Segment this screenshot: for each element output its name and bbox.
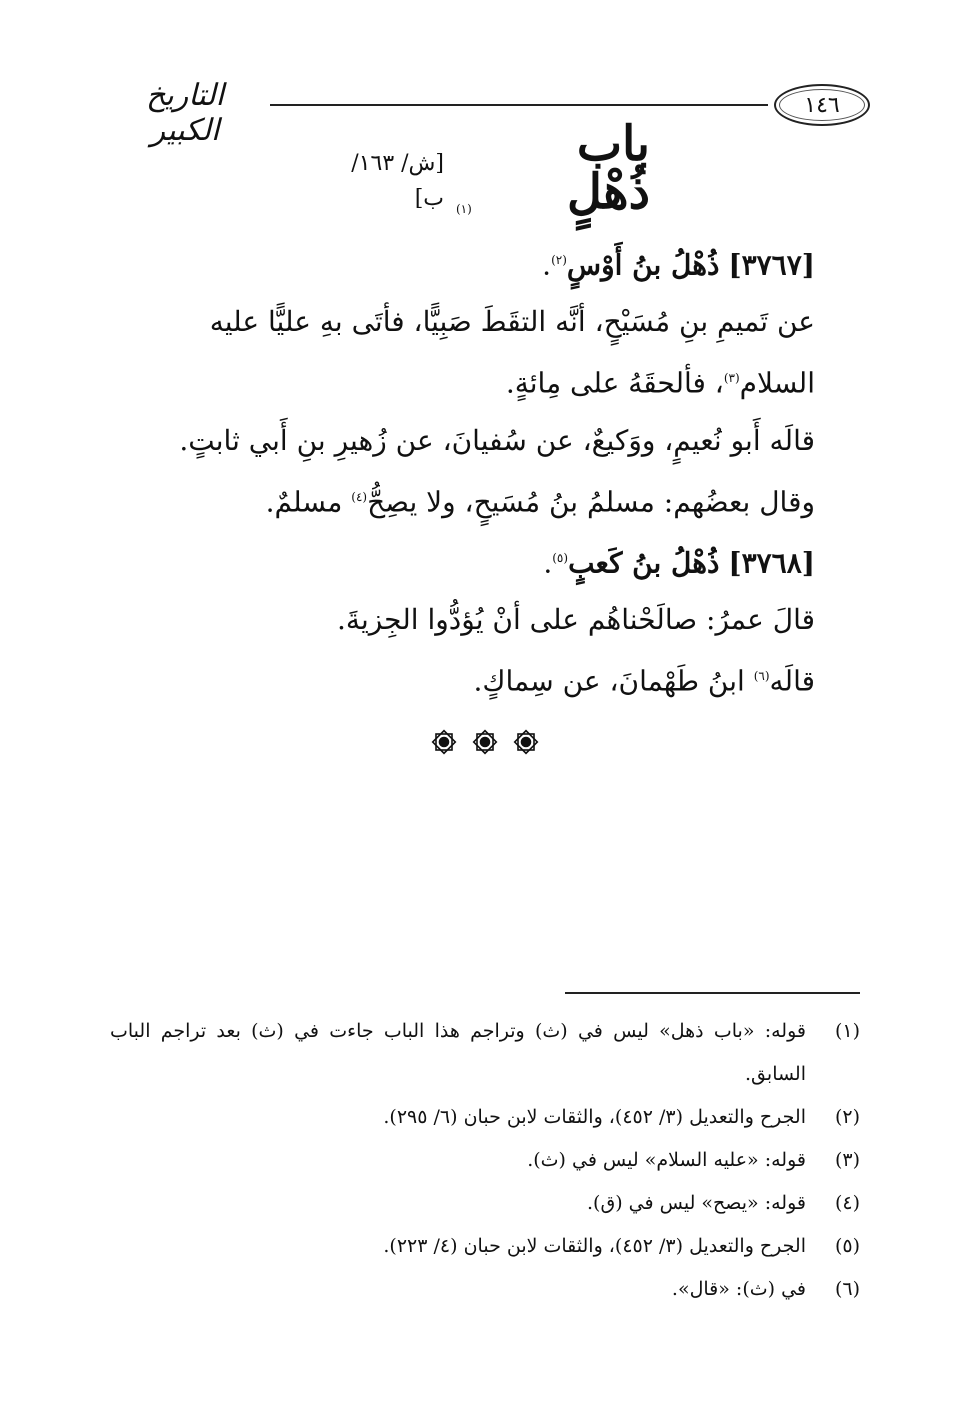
- entry-tail: .: [542, 248, 552, 282]
- footnote-number: (٣): [834, 1149, 860, 1171]
- footnote-text: في (ث): «قال».: [671, 1278, 806, 1300]
- narration-text: قالَه: [769, 664, 815, 698]
- footnotes: [110, 1010, 860, 1311]
- footnote-text: قوله: «باب ذهل» ليس في (ث) وتراجم هذا الباب جاءت في (ث) بعد تراجم الباب السابق.: [110, 1020, 806, 1085]
- narration-paragraph: [110, 293, 815, 411]
- chapter-heading: [320, 116, 650, 220]
- footnote-number: (٢): [834, 1106, 860, 1128]
- entry-number: [٣٧٦٧]: [728, 248, 815, 282]
- entry-heading: [110, 232, 815, 293]
- narration-paragraph: [110, 469, 815, 530]
- footnote-marker: (٢): [551, 253, 567, 267]
- manuscript-reference: [ش/ ١٦٣/ ب]: [351, 150, 444, 211]
- footnote-text: الجرح والتعديل (٣/ ٤٥٢)، والثقات لابن حبان (٤/ ٢٢٣).: [383, 1235, 806, 1257]
- entry-number: [٣٧٦٨]: [728, 546, 815, 580]
- footnote-item: [110, 1182, 860, 1225]
- footnote-text: قوله: «يصح» ليس في (ق).: [587, 1192, 806, 1214]
- footnote-number: (٦): [834, 1278, 860, 1300]
- page-number: ١٤٦: [804, 92, 840, 118]
- narration-text: ابنُ طَهْمانَ، عن سِماكٍ.: [473, 664, 754, 698]
- narration-text: وقال بعضُهم: مسلمُ بنُ مُسَيحٍ، ولا يصِحُّ: [367, 484, 815, 518]
- page-number-badge: [774, 84, 870, 126]
- section-divider-ornaments: [430, 728, 540, 762]
- footnote-marker: (٤): [351, 489, 368, 504]
- narration-text: قالَ عمرُ: صالَحْناهُم على أنْ يُؤدُّوا الجِزيةَ.: [337, 603, 815, 637]
- footnote-marker: (٦): [753, 669, 770, 684]
- footnote-item: [110, 1139, 860, 1182]
- footnote-separator: [565, 992, 860, 994]
- floral-ornament-icon: [430, 728, 458, 756]
- narration-text: ، فألحقَهُ على مِائةٍ.: [505, 366, 724, 400]
- entry-heading: [110, 530, 815, 591]
- body-text: [110, 232, 815, 710]
- footnote-item: [110, 1010, 860, 1096]
- footnote-text: قوله: «عليه السلام» ليس في (ث).: [527, 1149, 806, 1171]
- header-rule: [270, 104, 768, 106]
- footnote-marker: (٥): [552, 550, 569, 565]
- footnote-number: (٤): [834, 1192, 860, 1214]
- floral-ornament-icon: [471, 728, 499, 756]
- narration-paragraph: [110, 412, 815, 469]
- narration-text: قالَه أَبو نُعيمٍ، ووَكيعٌ، عن سُفيانَ، عن زُهيرِ بنِ أَبي ثابتٍ.: [179, 423, 815, 457]
- footnote-marker: (٣): [723, 371, 740, 386]
- footnote-item: [110, 1268, 860, 1311]
- narration-text: مسلمٌ.: [265, 484, 352, 518]
- footnote-text: الجرح والتعديل (٣/ ٤٥٢)، والثقات لابن حبان (٦/ ٢٩٥).: [383, 1106, 806, 1128]
- footnote-item: [110, 1225, 860, 1268]
- footnote-number: (١): [834, 1020, 860, 1042]
- footnote-marker: (١): [455, 202, 472, 216]
- narration-paragraph: [110, 591, 815, 648]
- footnote-item: [110, 1096, 860, 1139]
- narration-paragraph: [110, 648, 815, 709]
- entry-name: ذُهْلُ بنُ كَعبٍ: [568, 546, 720, 580]
- narration-text: عن تَميمِ بنِ مُسَيْحٍ، أنَّه التقَطَ صَبِيًّا، فأتَى بهِ عليًّا عليه السلام: [209, 305, 815, 400]
- entry-name: ذُهْلُ بنُ أَوْسٍ: [566, 248, 720, 282]
- running-title: التاريخ الكبير: [146, 78, 224, 148]
- chapter-title: باب ذُهْلٍ: [566, 116, 650, 220]
- footnote-number: (٥): [834, 1235, 860, 1257]
- floral-ornament-icon: [512, 728, 540, 756]
- entry-tail: .: [543, 546, 553, 580]
